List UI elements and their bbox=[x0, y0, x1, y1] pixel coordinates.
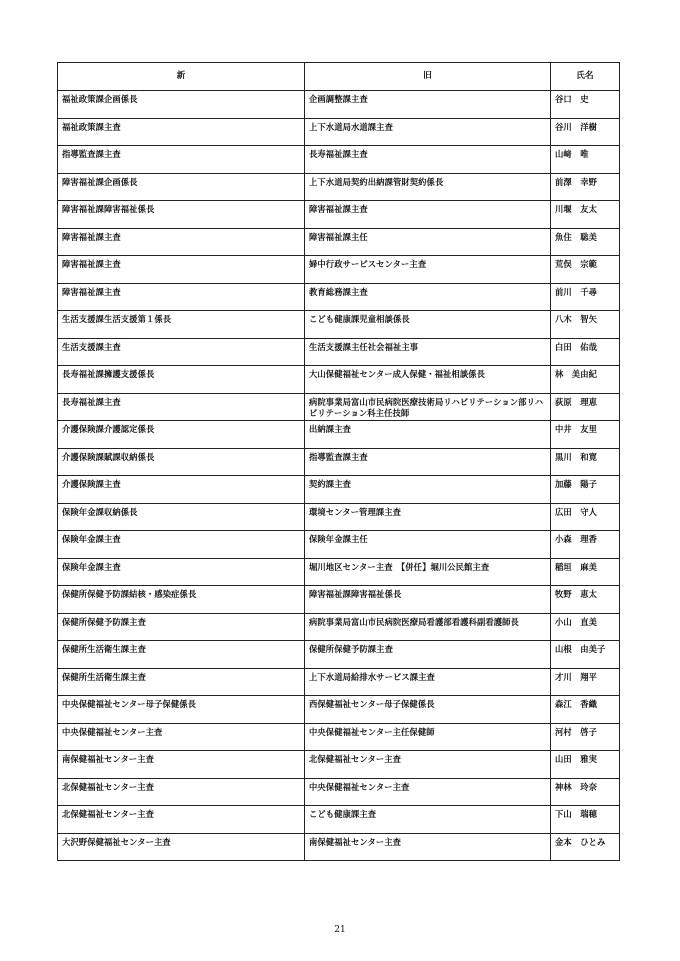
header-old: 旧 bbox=[305, 63, 551, 91]
cell-person-name: 稲垣 麻美 bbox=[551, 558, 620, 586]
cell-person-name: 小山 直美 bbox=[551, 613, 620, 641]
cell-person-name: 谷口 史 bbox=[551, 91, 620, 119]
cell-old-position: 指導監査課主査 bbox=[305, 448, 551, 476]
table-row bbox=[58, 641, 620, 669]
table-row bbox=[58, 118, 620, 146]
cell-old-position: 病院事業局富山市民病院医療技術局リハビリテーション部リハビリテーション科主任技師 bbox=[305, 393, 551, 421]
cell-person-name: 八木 智矢 bbox=[551, 311, 620, 339]
table-row bbox=[58, 531, 620, 559]
cell-new-position: 北保健福祉センター主査 bbox=[58, 778, 305, 806]
cell-person-name: 小森 理香 bbox=[551, 531, 620, 559]
cell-person-name: 山﨑 唯 bbox=[551, 146, 620, 174]
cell-person-name: 山田 雅実 bbox=[551, 751, 620, 779]
table-row bbox=[58, 833, 620, 861]
cell-new-position: 保健所生活衛生課主査 bbox=[58, 668, 305, 696]
cell-new-position: 指導監査課主査 bbox=[58, 146, 305, 174]
cell-new-position: 介護保険課介護認定係長 bbox=[58, 421, 305, 449]
page-number: 21 bbox=[334, 925, 346, 935]
cell-new-position: 南保健福祉センター主査 bbox=[58, 751, 305, 779]
cell-old-position: 上下水道局給排水サービス課主査 bbox=[305, 668, 551, 696]
cell-old-position: 西保健福祉センター母子保健係長 bbox=[305, 696, 551, 724]
cell-old-position: 出納課主査 bbox=[305, 421, 551, 449]
cell-new-position: 保健所保健予防課結核・感染症係長 bbox=[58, 586, 305, 614]
cell-old-position: 障害福祉課主査 bbox=[305, 201, 551, 229]
cell-new-position: 生活支援課生活支援第１係長 bbox=[58, 311, 305, 339]
table-row bbox=[58, 751, 620, 779]
table-row bbox=[58, 311, 620, 339]
cell-old-position: 北保健福祉センター主査 bbox=[305, 751, 551, 779]
table-row bbox=[58, 448, 620, 476]
cell-old-position: こども健康課児童相談係長 bbox=[305, 311, 551, 339]
cell-person-name: 前澤 幸野 bbox=[551, 173, 620, 201]
cell-old-position: 中央保健福祉センター主査 bbox=[305, 778, 551, 806]
cell-person-name: 金本 ひとみ bbox=[551, 833, 620, 861]
cell-new-position: 障害福祉課企画係長 bbox=[58, 173, 305, 201]
table-row bbox=[58, 668, 620, 696]
table-row bbox=[58, 393, 620, 421]
cell-old-position: 中央保健福祉センター主任保健師 bbox=[305, 723, 551, 751]
table-row bbox=[58, 421, 620, 449]
header-new: 新 bbox=[58, 63, 305, 91]
table-row bbox=[58, 778, 620, 806]
cell-new-position: 介護保険課賦課収納係長 bbox=[58, 448, 305, 476]
cell-old-position: 教育総務課主査 bbox=[305, 283, 551, 311]
cell-old-position: 企画調整課主査 bbox=[305, 91, 551, 119]
table-row bbox=[58, 696, 620, 724]
cell-old-position: 保健所保健予防課主査 bbox=[305, 641, 551, 669]
cell-person-name: 魚住 聡美 bbox=[551, 228, 620, 256]
cell-new-position: 生活支援課主査 bbox=[58, 338, 305, 366]
cell-new-position: 長寿福祉課主査 bbox=[58, 393, 305, 421]
table-row bbox=[58, 91, 620, 119]
personnel-table bbox=[57, 62, 620, 861]
cell-person-name: 神林 玲奈 bbox=[551, 778, 620, 806]
cell-old-position: 南保健福祉センター主査 bbox=[305, 833, 551, 861]
cell-new-position: 中央保健福祉センター母子保健係長 bbox=[58, 696, 305, 724]
table-row bbox=[58, 366, 620, 394]
cell-person-name: 林 美由紀 bbox=[551, 366, 620, 394]
cell-new-position: 福祉政策課企画係長 bbox=[58, 91, 305, 119]
table-header-row bbox=[58, 63, 620, 91]
cell-person-name: 谷川 洋樹 bbox=[551, 118, 620, 146]
cell-person-name: 荒俣 宗範 bbox=[551, 256, 620, 284]
table-row bbox=[58, 503, 620, 531]
cell-person-name: 山根 由美子 bbox=[551, 641, 620, 669]
cell-old-position: 婦中行政サービスセンター主査 bbox=[305, 256, 551, 284]
table-row bbox=[58, 558, 620, 586]
table-row bbox=[58, 806, 620, 834]
cell-new-position: 長寿福祉課擁護支援係長 bbox=[58, 366, 305, 394]
cell-old-position: 環境センター管理課主査 bbox=[305, 503, 551, 531]
cell-person-name: 森江 香織 bbox=[551, 696, 620, 724]
cell-old-position: こども健康課主査 bbox=[305, 806, 551, 834]
cell-person-name: 才川 翔平 bbox=[551, 668, 620, 696]
header-name: 氏名 bbox=[551, 63, 620, 91]
cell-new-position: 障害福祉課主査 bbox=[58, 228, 305, 256]
cell-person-name: 黒川 和寛 bbox=[551, 448, 620, 476]
cell-person-name: 白田 佑哉 bbox=[551, 338, 620, 366]
table-row bbox=[58, 256, 620, 284]
cell-new-position: 障害福祉課障害福祉係長 bbox=[58, 201, 305, 229]
cell-new-position: 北保健福祉センター主査 bbox=[58, 806, 305, 834]
cell-old-position: 大山保健福祉センター成人保健・福祉相談係長 bbox=[305, 366, 551, 394]
table-row bbox=[58, 283, 620, 311]
cell-new-position: 介護保険課主査 bbox=[58, 476, 305, 504]
table-row bbox=[58, 146, 620, 174]
table-row bbox=[58, 173, 620, 201]
cell-old-position: 堀川地区センター主査 【併任】堀川公民館主査 bbox=[305, 558, 551, 586]
cell-old-position: 障害福祉課主任 bbox=[305, 228, 551, 256]
table-row bbox=[58, 228, 620, 256]
cell-person-name: 前川 千尋 bbox=[551, 283, 620, 311]
table-row bbox=[58, 586, 620, 614]
cell-person-name: 牧野 恵太 bbox=[551, 586, 620, 614]
cell-new-position: 保険年金課主査 bbox=[58, 558, 305, 586]
cell-new-position: 障害福祉課主査 bbox=[58, 283, 305, 311]
cell-old-position: 契約課主査 bbox=[305, 476, 551, 504]
cell-new-position: 福祉政策課主査 bbox=[58, 118, 305, 146]
cell-new-position: 障害福祉課主査 bbox=[58, 256, 305, 284]
cell-old-position: 生活支援課主任社会福祉主事 bbox=[305, 338, 551, 366]
table-row bbox=[58, 613, 620, 641]
cell-old-position: 保険年金課主任 bbox=[305, 531, 551, 559]
table-row bbox=[58, 723, 620, 751]
cell-person-name: 中井 友里 bbox=[551, 421, 620, 449]
cell-new-position: 保健所保健予防課主査 bbox=[58, 613, 305, 641]
cell-old-position: 病院事業局富山市民病院医療局看護部看護科副看護師長 bbox=[305, 613, 551, 641]
table-row bbox=[58, 201, 620, 229]
table-row bbox=[58, 338, 620, 366]
cell-old-position: 長寿福祉課主査 bbox=[305, 146, 551, 174]
cell-new-position: 保健所生活衛生課主査 bbox=[58, 641, 305, 669]
cell-person-name: 広田 守人 bbox=[551, 503, 620, 531]
cell-old-position: 上下水道局契約出納課管財契約係長 bbox=[305, 173, 551, 201]
cell-person-name: 河村 啓子 bbox=[551, 723, 620, 751]
cell-person-name: 加藤 陽子 bbox=[551, 476, 620, 504]
cell-old-position: 上下水道局水道課主査 bbox=[305, 118, 551, 146]
cell-person-name: 荻原 理恵 bbox=[551, 393, 620, 421]
cell-new-position: 大沢野保健福祉センター主査 bbox=[58, 833, 305, 861]
cell-person-name: 下山 瑞穂 bbox=[551, 806, 620, 834]
cell-new-position: 保険年金課収納係長 bbox=[58, 503, 305, 531]
cell-person-name: 川堰 友太 bbox=[551, 201, 620, 229]
table-row bbox=[58, 476, 620, 504]
cell-new-position: 中央保健福祉センター主査 bbox=[58, 723, 305, 751]
cell-old-position: 障害福祉課障害福祉係長 bbox=[305, 586, 551, 614]
cell-new-position: 保険年金課主査 bbox=[58, 531, 305, 559]
